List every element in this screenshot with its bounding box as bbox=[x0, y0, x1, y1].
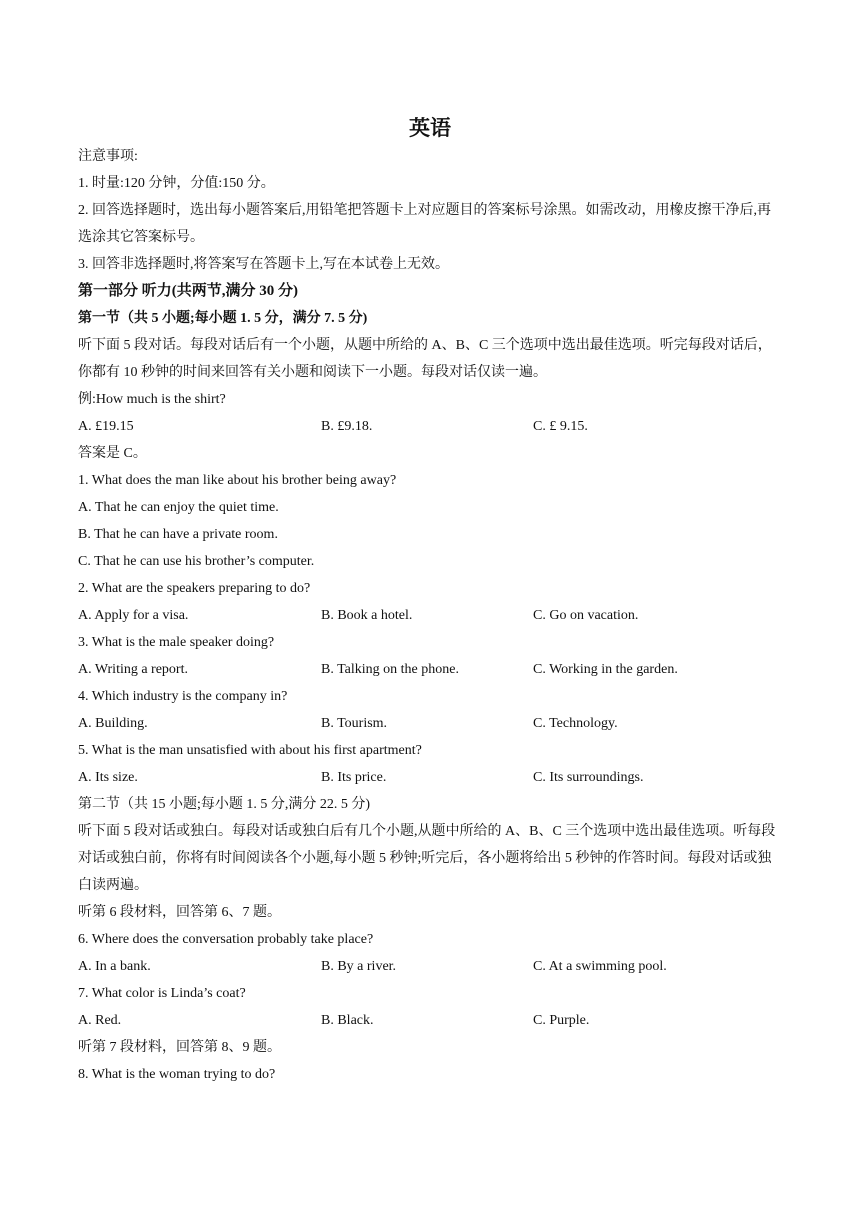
question-4-options bbox=[78, 710, 782, 737]
question-3-option-b: B. Talking on the phone. bbox=[321, 662, 459, 677]
question-3-option-c: C. Working in the garden. bbox=[533, 662, 678, 677]
question-1: 1. What does the man like about his brother being away? bbox=[78, 473, 397, 488]
question-5-options bbox=[78, 764, 782, 791]
question-6-option-b: B. By a river. bbox=[321, 959, 397, 974]
question-5-option-a: A. Its size. bbox=[78, 770, 138, 785]
question-5: 5. What is the man unsatisfied with about his first apartment? bbox=[78, 743, 422, 758]
question-5-option-c: C. Its surroundings. bbox=[533, 770, 644, 785]
question-1-option-a: A. That he can enjoy the quiet time. bbox=[78, 500, 279, 515]
question-2-option-b: B. Book a hotel. bbox=[321, 608, 413, 623]
question-8: 8. What is the woman trying to do? bbox=[78, 1067, 276, 1082]
example-options bbox=[78, 413, 782, 440]
question-4-option-b: B. Tourism. bbox=[321, 716, 388, 731]
question-2-option-c: C. Go on vacation. bbox=[533, 608, 639, 623]
question-4: 4. Which industry is the company in? bbox=[78, 689, 288, 704]
question-7-option-c: C. Purple. bbox=[533, 1013, 590, 1028]
example-question: 例:How much is the shirt? bbox=[78, 392, 226, 407]
material-6-note: 听第 6 段材料，回答第 6、7 题。 bbox=[78, 905, 281, 920]
example-answer: 答案是 C。 bbox=[78, 446, 147, 461]
notice-item-2: 2. 回答选择题时，选出每小题答案后,用铅笔把答题卡上对应题目的答案标号涂黑。如需改动，用橡皮擦干净后,再选涂其它答案标号。 bbox=[78, 203, 771, 245]
notice-heading: 注意事项: bbox=[78, 149, 138, 164]
question-6-option-c: C. At a swimming pool. bbox=[533, 959, 667, 974]
section1-instructions: 听下面 5 段对话。每段对话后有一个小题，从题中所给的 A、B、C 三个选项中选出最佳选项。听完每段对话后，你都有 10 秒钟的时间来回答有关小题和阅读下一小题。每段对话仅读一遍。 bbox=[78, 338, 772, 380]
question-4-option-c: C. Technology. bbox=[533, 716, 618, 731]
notice-item-1: 1. 时量:120 分钟，分值:150 分。 bbox=[78, 176, 275, 191]
question-4-option-a: A. Building. bbox=[78, 716, 148, 731]
question-7-option-a: A. Red. bbox=[78, 1013, 122, 1028]
example-option-c: C. £ 9.15. bbox=[533, 419, 588, 434]
question-2-option-a: A. Apply for a visa. bbox=[78, 608, 189, 623]
notice-item-3: 3. 回答非选择题时,将答案写在答题卡上,写在本试卷上无效。 bbox=[78, 257, 449, 272]
question-6-options bbox=[78, 953, 782, 980]
question-3: 3. What is the male speaker doing? bbox=[78, 635, 275, 650]
question-3-options bbox=[78, 656, 782, 683]
section1-heading: 第一节（共 5 小题;每小题 1. 5 分，满分 7. 5 分) bbox=[78, 311, 368, 326]
section2-heading: 第二节（共 15 小题;每小题 1. 5 分,满分 22. 5 分) bbox=[78, 797, 371, 812]
question-3-option-a: A. Writing a report. bbox=[78, 662, 188, 677]
question-7: 7. What color is Linda’s coat? bbox=[78, 986, 246, 1001]
section2-instructions: 听下面 5 段对话或独白。每段对话或独白后有几个小题,从题中所给的 A、B、C 三个选项中选出最佳选项。听每段对话或独白前，你将有时间阅读各个小题,每小题 5 秒钟;听完后，各小题将给出 5 秒钟的作答时间。每段对话或独白读两遍。 bbox=[78, 824, 776, 893]
question-6-option-a: A. In a bank. bbox=[78, 959, 151, 974]
question-1-option-b: B. That he can have a private room. bbox=[78, 527, 278, 542]
question-7-option-b: B. Black. bbox=[321, 1013, 374, 1028]
example-option-a: A. £19.15 bbox=[78, 419, 134, 434]
example-option-b: B. £9.18. bbox=[321, 419, 373, 434]
page-title: 英语 bbox=[409, 116, 451, 140]
question-6: 6. Where does the conversation probably take place? bbox=[78, 932, 374, 947]
question-5-option-b: B. Its price. bbox=[321, 770, 387, 785]
question-2: 2. What are the speakers preparing to do? bbox=[78, 581, 311, 596]
question-1-option-c: C. That he can use his brother’s computer. bbox=[78, 554, 315, 569]
question-7-options bbox=[78, 1007, 782, 1034]
material-7-note: 听第 7 段材料，回答第 8、9 题。 bbox=[78, 1040, 281, 1055]
part1-heading: 第一部分 听力(共两节,满分 30 分) bbox=[78, 283, 298, 299]
question-2-options bbox=[78, 602, 782, 629]
